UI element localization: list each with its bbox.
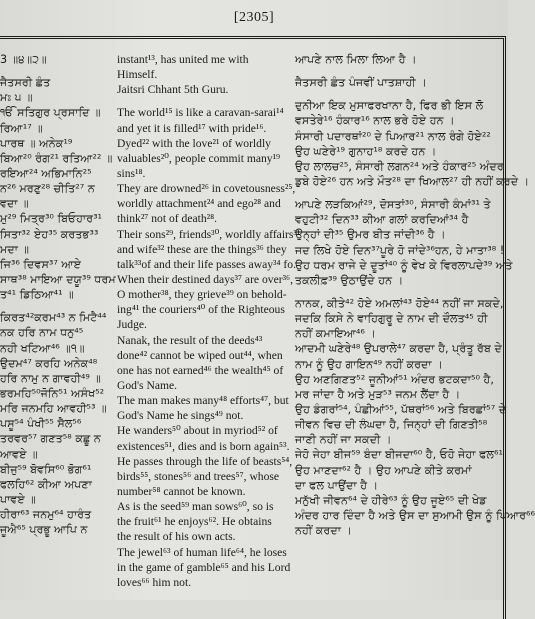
gurmukhi-verse-line: ਸਾਥ³⁸ ਮਾਇਆ ਦਯੂ³⁹ ਧਰਮ: [0, 272, 116, 286]
english-translation-line: Judge.: [117, 318, 147, 332]
punjabi-commentary-line: ਆਪਣੇ ਲੜਕਿਆਂ²⁹, ਦੋਸਤਾਂ³⁰, ਸੰਸਾਰੀ ਕੰਮਾਂ³¹ ਤੇ: [295, 198, 491, 212]
english-translation-line: The man makes many⁴⁸ efforts⁴⁷, but: [117, 394, 289, 408]
punjabi-commentary-line: ਉਹ ਡੰਗਰਾਂ⁵⁴, ਪੰਛੀਆਂ⁵⁵, ਪੱਥਰਾਂ⁵⁶ ਅਤੇ ਬਿਰਛਾਂ⁵⁷ ਦੇ: [295, 402, 507, 416]
punjabi-commentary-line: [295, 67, 505, 75]
punjabi-commentary-line: ਜੀਵਨ ਵਿਚ ਦੀ ਲੰਘਦਾ ਹੈ, ਜਿਨ੍ਹਾਂ ਦੀ ਗਿਣਤੀ⁵⁸: [295, 418, 488, 432]
punjabi-commentary-line: ਆਪਣੇ ਨਾਲ ਮਿਲਾ ਲਿਆ ਹੈ ।: [295, 53, 417, 66]
english-translation-line: one has not earned⁴⁶ the wealth⁴⁵ of: [117, 363, 284, 377]
english-translation-line: the fruit⁶¹ he enjoys⁶². He obtains: [117, 515, 272, 529]
punjabi-commentary-line: ਉਨ੍ਹਾਂ ਦੀ³⁵ ਉਮਰ ਬੀਤ ਜਾਂਦੀ³⁶ ਹੈ ।: [295, 228, 446, 242]
english-translation-line: birds⁵⁵, stones⁵⁶ and trees⁵⁷, whose: [117, 469, 280, 483]
english-translation-line: God's Name he sings⁴⁹ not.: [117, 409, 244, 423]
punjabi-commentary-line: ਉਹ ਧਰਮ ਰਾਜੇ ਦੇ ਦੂਤਾਂ⁴⁰ ਨੂੰ ਵੇਖ ਕੇ ਵਿਰਲਾਪਦੇ³⁹ ਅਤੇ: [295, 258, 513, 272]
punjabi-commentary-line: ਆਦਮੀ ਘਣੇਰੇ⁴⁸ ਉਪਰਾਲੇ⁴⁷ ਕਰਦਾ ਹੈ, ਪ੍ਰੰਤੂ ਰੱਬ ਦੇ: [295, 342, 502, 356]
gurmukhi-verse-line: ਪਾਵਏ ॥: [0, 492, 36, 506]
gurmukhi-verse-line: ਪਾਰਥ ॥ ਅਨੇਕ¹⁹: [0, 136, 73, 150]
punjabi-commentary-line: ਜੈਤਸਰੀ ਛੰਤ ਪੰਜਵੀਂ ਪਾਤਸ਼ਾਹੀ ।: [295, 76, 427, 90]
punjabi-commentary-line: ਮਰ ਜਾਂਦਾ ਹੈ ਅਤੇ ਮੁੜ⁵³ ਜਨਮ ਲੈਂਦਾ ਹੈ ।: [295, 387, 461, 401]
gurmukhi-verse-line: ਹਰਿ ਨਾਮੁ ਨ ਗਾਵਹੀ⁴⁹ ॥: [0, 371, 101, 385]
gurmukhi-verse-line: ਸਿਤਾ³² ਏਹ³⁵ ਕਰਤਭ³³: [0, 227, 99, 241]
english-translation-line: Nanak, the result of the deeds⁴³: [117, 333, 263, 347]
gurmukhi-verse-line: ਵਦਾ ॥: [0, 197, 29, 211]
gurmukhi-verse-line: ੴ ਸਤਿਗੁਰ ਪ੍ਰਸਾਦਿ ॥: [0, 106, 101, 120]
page-number: [2305]: [233, 10, 275, 25]
punjabi-commentary-line: [295, 189, 505, 197]
english-translation-line: ing⁴¹ the couriers⁴⁰ of the Righteous: [117, 303, 285, 317]
punjabi-commentary-line: ਵਹੁਟੀ³² ਦਿਨ³³ ਕੀਆ ਗਲਾਂ ਕਰਦਿਆਂ³⁴ ਹੈ: [295, 213, 469, 227]
punjabi-commentary-line: ਜਾਣੀ ਨਹੀਂ ਜਾ ਸਕਦੀ ।: [295, 433, 392, 447]
english-translation-line: The world¹⁵ is like a caravan-sarai¹⁴: [117, 106, 284, 120]
english-translation-line: O mother³⁸, they grieve³⁹ on behold-: [117, 288, 287, 302]
punjabi-commentary-line: ਉਹ ਅਣਗਿਣਤ⁵² ਜੂਨੀਆਂ⁵¹ ਅੰਦਰ ਭਟਕਦਾ⁵⁰ ਹੈ,: [295, 372, 494, 386]
gurmukhi-verse-line: [0, 67, 110, 75]
english-translation-line: When their destined days³⁷ are over³⁶,: [117, 272, 293, 286]
english-translation-line: Dyed²² with the love²¹ of worldly: [117, 136, 271, 150]
gurmukhi-verse-line: ਜੂਐ⁶⁵ ਪ੍ਰਭੂ ਆਪਿ ਨ: [0, 523, 88, 537]
english-translation-line: and yet it is filled¹⁷ with pride¹⁶.: [117, 121, 267, 135]
punjabi-commentary-line: ਦਾ ਫਲ ਪਾਉਂਦਾ ਹੈ ।: [295, 478, 379, 492]
gurmukhi-verse-line: ਕਿਰਤ⁴²ਕਰਮ⁴³ ਨ ਮਿਟੈ⁴⁴: [0, 311, 107, 325]
english-translation-line: think²⁷ not of death²⁸.: [117, 212, 218, 226]
english-translation-line: worldly attachment²⁴ and ego²⁸ and: [117, 197, 281, 211]
punjabi-commentary-line: ਉਹ ਲਾਲਚ²⁵, ਸੰਸਾਰੀ ਲਗਨ²⁴ ਅਤੇ ਹੰਕਾਰ²⁵ ਅੰਦਰ: [295, 159, 504, 173]
punjabi-commentary-line: ਨਾਨਕ, ਕੀਤੇ⁴² ਹੋਏ ਅਮਲਾਂ⁴³ ਹੋਏ⁴⁴ ਨਹੀਂ ਜਾ ਸਕਦੇ,: [295, 296, 504, 310]
english-translation-line: [117, 97, 287, 105]
gurmukhi-verse-line: ਮਦਾ ॥: [0, 242, 30, 256]
gurmukhi-verse-line: ਨ²⁶ ਮਰਣੁ²⁸ ਚੀਤਿ²⁷ ਨ: [0, 182, 95, 196]
gurmukhi-verse-line: ਜਿ³⁶ ਦਿਵਸ³⁷ ਆਏ: [0, 257, 82, 271]
punjabi-commentary-line: ਤਕਲੀਫ਼³⁹ ਉਠਾਉਂਦੇ ਹਨ ।: [295, 273, 404, 287]
punjabi-commentary-line: ਜੇਹੋ ਜੇਹਾ ਬੀਜ⁵⁹ ਬੰਦਾ ਬੀਜਦਾ⁶⁰ ਹੈ, ਓਹੋ ਜੇਹਾ ਫਲ⁶¹: [295, 448, 503, 462]
english-translation-line: They are drowned²⁶ in covetousness²⁵,: [117, 182, 296, 196]
gurmukhi-verse-line: ਫਲਹਿ⁶² ਕੀਆ ਅਪਣਾ: [0, 477, 92, 491]
gurmukhi-verse-line: [0, 302, 110, 310]
punjabi-commentary-line: [295, 288, 505, 296]
english-translation-line: sins¹⁸.: [117, 166, 146, 180]
gurmukhi-verse-line: ਬਿਆ²⁰ ਰੰਗ²¹ ਰਤਿਆ²² ॥: [0, 151, 113, 165]
punjabi-commentary-line: ਦੁਨੀਆ ਇਕ ਮੁਸਾਫਰਖਾਨਾ ਹੈ, ਫਿਰ ਭੀ ਇਸ ਲੋ: [295, 99, 484, 113]
english-translation-line: As is the seed⁵⁹ man sows⁶⁰, so is: [117, 500, 274, 514]
english-translation-line: existences⁵¹, dies and is born again⁵³.: [117, 439, 290, 453]
gurmukhi-verse-line: ਹੀਰਾ⁶³ ਜਨਮੁ⁶⁴ ਹਾਰੰਤ: [0, 508, 92, 522]
english-column: [117, 52, 301, 590]
punjabi-commentary-line: ਵਸਤੇਰੇ¹⁶ ਹੰਕਾਰ¹⁶ ਨਾਲ ਭਰੇ ਹੋਏ ਹਨ ।: [295, 114, 455, 128]
gurmukhi-verse-line: ਮਃ ੫ ॥: [0, 91, 33, 105]
english-translation-line: and wife³² these are the things³⁶ they: [117, 242, 287, 256]
english-translation-line: He passes through the life of beasts⁵⁴,: [117, 454, 293, 468]
gurmukhi-verse-line: ਉਦਮ⁴⁷ ਕਰਹਿ ਅਨੇਕ⁴⁸: [0, 356, 98, 370]
punjabi-commentary-line: ਉਹ ਮਾਣਦਾ⁶² ਹੈ । ਉਹ ਆਪਣੇ ਕੀਤੇ ਕਰਮਾਂ: [295, 463, 472, 477]
english-translation-line: Himself.: [117, 68, 158, 82]
gurmukhi-verse-line: ਮਰਿ ਜਨਮਹਿ ਆਵਹੀ⁵³ ॥: [0, 402, 107, 416]
gurmukhi-verse-line: ਬੀਜੁ⁵⁹ ਬੋਵਸਿ⁶⁰ ਭੋਗ⁶¹: [0, 462, 92, 476]
punjabi-commentary-line: ਸੰਸਾਰੀ ਪਦਾਰਥਾਂ²⁰ ਦੇ ਪਿਆਰ²¹ ਨਾਲ ਰੰਗੇ ਹੋਏ²²: [295, 129, 491, 143]
english-translation-line: in the game of gamble⁶⁵ and his Lord: [117, 560, 291, 574]
punjabi-commentary-line: ਅੰਦਰ ਹਾਰ ਦਿੰਦਾ ਹੈ ਅਤੇ ਉਸ ਦਾ ਸੁਆਮੀ ਉਸ ਨੂੰ ਪਿਆਰ⁶⁶: [295, 508, 535, 522]
gurmukhi-verse-line: ਆਵਏ ॥: [0, 447, 38, 461]
gurmukhi-column: [0, 52, 116, 537]
punjabi-commentary-column: [295, 52, 535, 538]
gurmukhi-verse-line: ਨਹੀ ਖਟਿਆ⁴⁶ ॥੧॥: [0, 341, 85, 355]
punjabi-commentary-line: ਨਾਮ ਨੂੰ ਉਹ ਗਾਇਨ⁴⁹ ਨਹੀਂ ਕਰਦਾ ।: [295, 357, 443, 371]
punjabi-commentary-line: ਮਨੁੱਖੀ ਜੀਵਨ⁶⁴ ਦੇ ਹੀਰੇ⁶³ ਨੂੰ ਉਹ ਜੂਏ⁶⁵ ਦੀ ਖੇਡ: [295, 493, 487, 507]
gurmukhi-verse-line: 3 ॥੪॥੨॥: [0, 53, 47, 66]
english-translation-line: Their sons²⁹, friends³⁰, worldly affairs³¹: [117, 227, 301, 241]
gurmukhi-verse-line: ਪਸੂ⁵⁴ ਪੰਖੀ⁵⁵ ਸੈਲ⁵⁶: [0, 417, 82, 431]
gurmukhi-verse-line: ਜੈਤਸਰੀ ਛੰਤ: [0, 76, 51, 90]
gurmukhi-verse-line: ਤਰਵਰ⁵⁷ ਗਣਤ⁵⁸ ਕਛੂ ਨ: [0, 432, 101, 446]
english-translation-line: instant¹³, has united me with: [117, 53, 249, 66]
punjabi-commentary-line: ਨਹੀਂ ਕਮਾਇਆ⁴⁶ ।: [295, 327, 376, 341]
punjabi-commentary-line: ਜਦ ਲਿਖੇ ਹੋਏ ਦਿਨ³⁷ਪੂਰੇ ਹੋ ਜਾਂਦੇ³⁶ਹਨ, ਹੇ ਮਾਤਾ³⁸ !: [295, 243, 505, 257]
english-translation-line: valuables²⁰, people commit many¹⁹: [117, 151, 281, 165]
gurmukhi-verse-line: ਭਰਮਹਿ⁵⁰ਜੋਨਿ⁵¹ ਅਸੰਖ⁵²: [0, 386, 105, 400]
english-translation-line: Jaitsri Chhant 5th Guru.: [117, 83, 229, 97]
punjabi-commentary-line: ਨਹੀਂ ਕਰਦਾ ।: [295, 524, 353, 538]
gurmukhi-verse-line: ਰਿਆ¹⁷ ॥: [0, 121, 43, 135]
english-translation-line: loves⁶⁶ him not.: [117, 575, 192, 589]
english-translation-line: He wanders⁵⁰ about in myriod⁵² of: [117, 424, 278, 438]
gurmukhi-verse-line: ਮੁ²⁹ ਮਿਤ੍ਰ³⁰ ਬਿਓਹਾਰ³¹: [0, 212, 103, 226]
english-translation-line: God's Name.: [117, 378, 178, 392]
gurmukhi-verse-line: ਤ⁴¹ ਡਿਠਿਆ⁴¹ ॥: [0, 288, 74, 302]
punjabi-commentary-line: [295, 90, 505, 98]
punjabi-commentary-line: ਜਦਕਿ ਕਿਸੇ ਨੇ ਵਾਹਿਗੁਰੂ ਦੇ ਨਾਮ ਦੀ ਦੌਲਤ⁴⁵ ਹੀ: [295, 312, 488, 326]
punjabi-commentary-line: ਡੁਬੇ ਹੋਏ²⁶ ਹਨ ਅਤੇ ਮੌਤ²⁸ ਦਾ ਖਿਆਲ²⁷ ਹੀ ਨਹੀਂ ਕਰਦੇ ।: [295, 174, 530, 188]
english-translation-line: talk³³of and their life passes away³⁴ fo.: [117, 257, 296, 271]
english-translation-line: the result of his own acts.: [117, 530, 236, 544]
gurmukhi-verse-line: ਰਇਆ²⁴ ਅਭਿਮਾਨਿ²⁵: [0, 166, 92, 180]
punjabi-commentary-line: ਉਹ ਘਣੇਰੇ¹⁹ ਗੁਨਾਹ¹⁸ ਕਰਦੇ ਹਨ ।: [295, 144, 437, 158]
english-translation-line: number⁵⁸ cannot be known.: [117, 484, 246, 498]
gurmukhi-verse-line: ਨਕ ਹਰਿ ਨਾਮ ਧਨੁ⁴⁵: [0, 326, 84, 340]
english-translation-line: The jewel⁶³ of human life⁶⁴, he loses: [117, 545, 287, 559]
english-translation-line: done⁴² cannot be wiped out⁴⁴, when: [117, 348, 283, 362]
